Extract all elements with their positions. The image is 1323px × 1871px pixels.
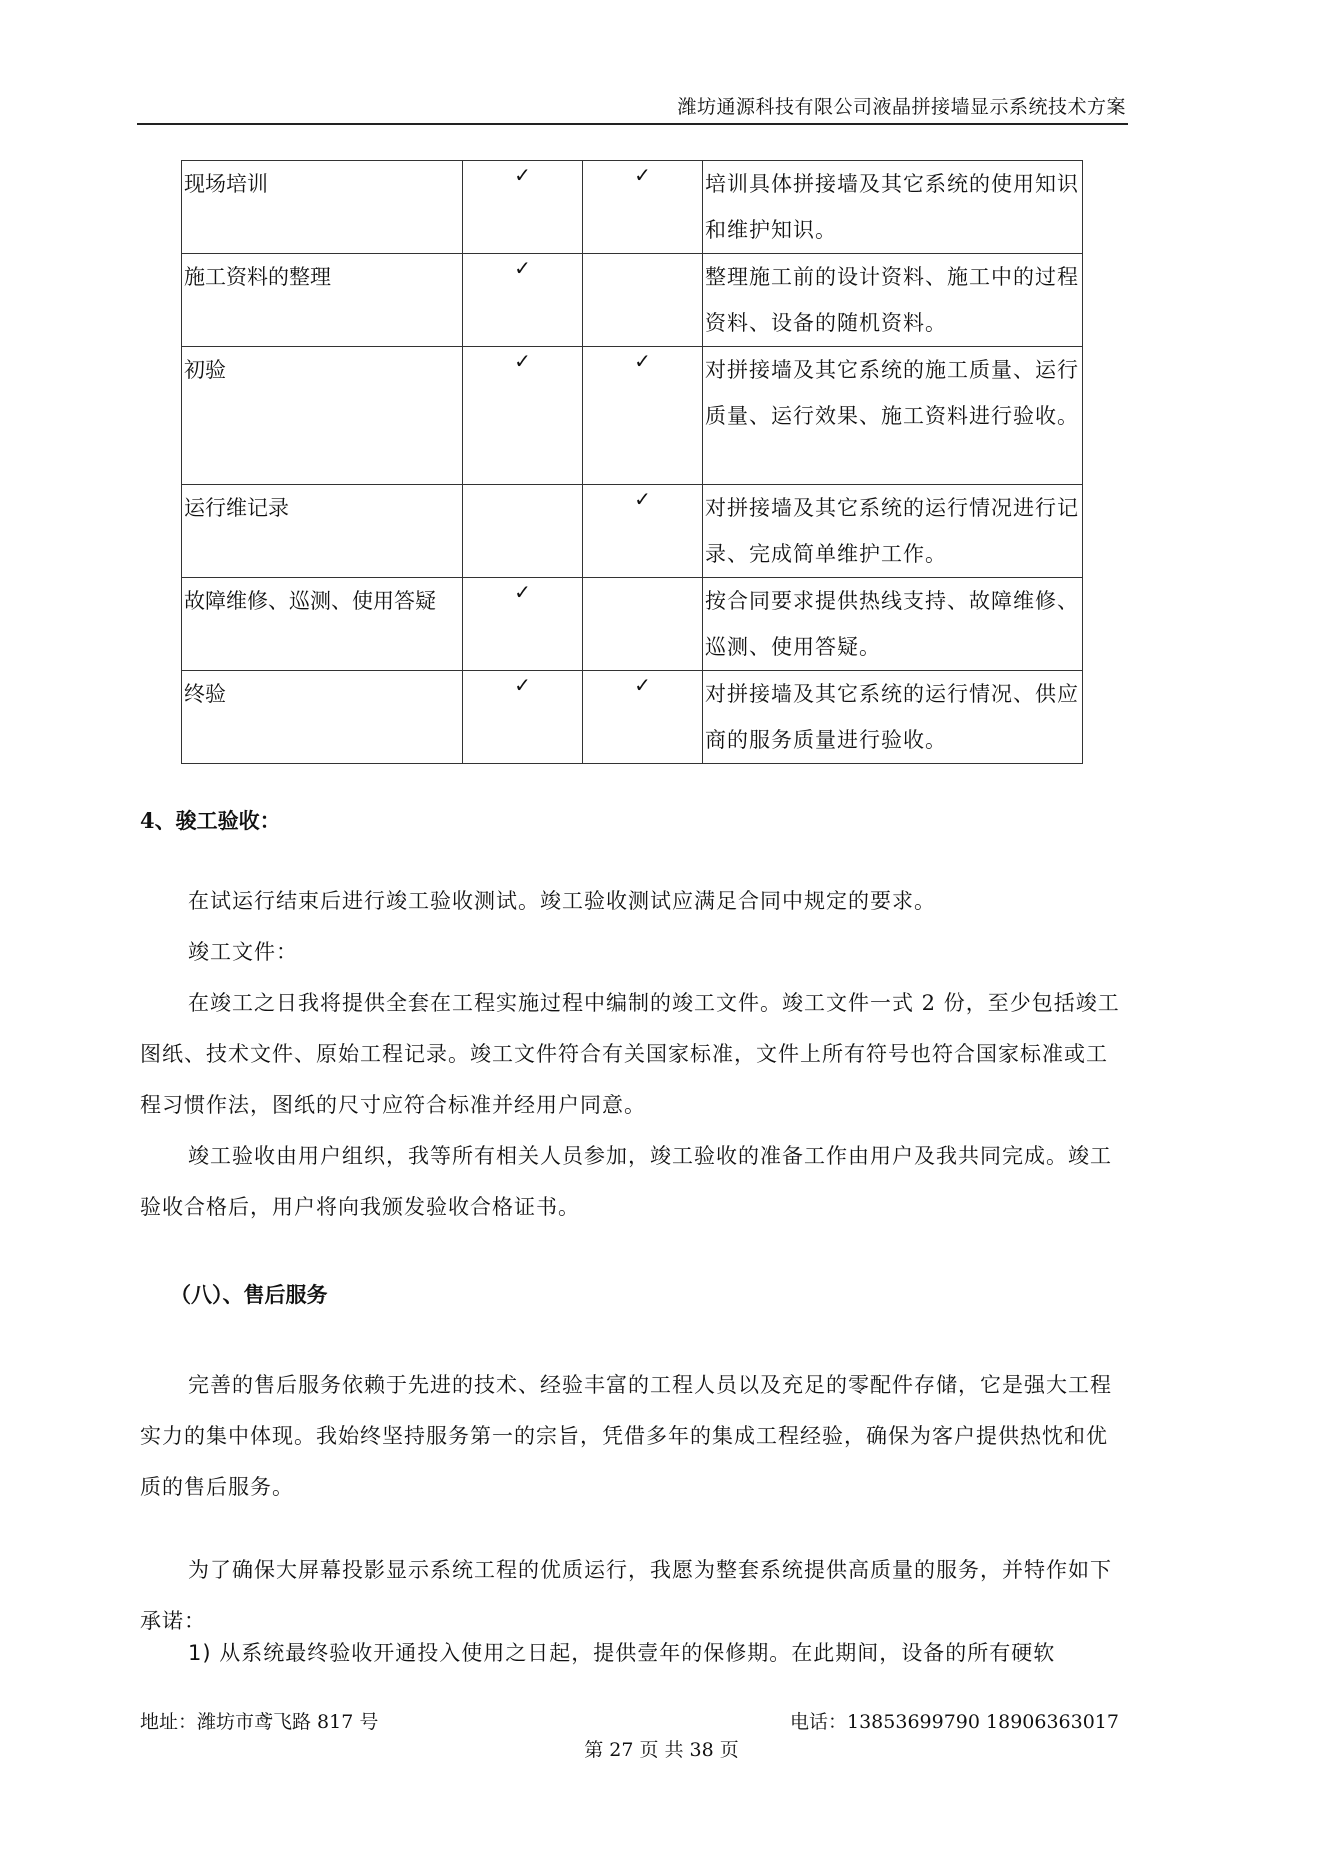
table-row (182, 485, 1083, 578)
section-4-heading: 4、骏工验收： (140, 808, 281, 833)
description-cell: 对拼接墙及其它系统的施工质量、运行质量、运行效果、施工资料进行验收。 (703, 347, 1083, 485)
section-8-paragraph-1: 完善的售后服务依赖于先进的技术、经验丰富的工程人员以及充足的零配件存储，它是强大工程实力的集中体现。我始终坚持服务第一的宗旨，凭借多年的集成工程经验，确保为客户提供热忱和优质的售后服务。 (140, 1373, 1112, 1499)
check-cell: ✓ (583, 161, 703, 254)
task-cell: 现场培训 (182, 161, 463, 254)
header-title: 潍坊通源科技有限公司液晶拼接墙显示系统技术方案 (677, 96, 1126, 118)
task-cell: 故障维修、巡测、使用答疑 (182, 578, 463, 671)
description-cell: 整理施工前的设计资料、施工中的过程资料、设备的随机资料。 (703, 254, 1083, 347)
section-4-paragraph-3: 在竣工之日我将提供全套在工程实施过程中编制的竣工文件。竣工文件一式 2 份，至少包括竣工图纸、技术文件、原始工程记录。竣工文件符合有关国家标准，文件上所有符号也符合国家标准或工程习惯作法，图纸的尺寸应符合标准并经用户同意。 (140, 991, 1120, 1117)
footer-address: 地址：潍坊市鸢飞路 817 号 (140, 1711, 379, 1733)
section-8-paragraph-3: 1) 从系统最终验收开通投入使用之日起，提供壹年的保修期。在此期间，设备的所有硬软 (188, 1641, 1056, 1665)
check-cell: ✓ (463, 671, 583, 764)
description-cell: 对拼接墙及其它系统的运行情况、供应商的服务质量进行验收。 (703, 671, 1083, 764)
table-row (182, 254, 1083, 347)
header-divider (137, 123, 1128, 125)
check-cell: ✓ (463, 161, 583, 254)
check-cell (463, 485, 583, 578)
service-plan-table (181, 160, 1083, 764)
section-8-heading: （八）、售后服务 (170, 1282, 328, 1307)
check-cell: ✓ (463, 347, 583, 485)
section-4-paragraph-4: 竣工验收由用户组织，我等所有相关人员参加，竣工验收的准备工作由用户及我共同完成。竣工验收合格后，用户将向我颁发验收合格证书。 (140, 1144, 1112, 1219)
section-4-paragraph-1: 在试运行结束后进行竣工验收测试。竣工验收测试应满足合同中规定的要求。 (188, 889, 936, 913)
table-row (182, 347, 1083, 485)
table-row (182, 161, 1083, 254)
section-8-paragraph-2: 为了确保大屏幕投影显示系统工程的优质运行，我愿为整套系统提供高质量的服务，并特作如下承诺： (140, 1558, 1112, 1633)
description-cell: 培训具体拼接墙及其它系统的使用知识和维护知识。 (703, 161, 1083, 254)
task-cell: 初验 (182, 347, 463, 485)
description-cell: 按合同要求提供热线支持、故障维修、巡测、使用答疑。 (703, 578, 1083, 671)
task-cell: 终验 (182, 671, 463, 764)
section-4-paragraph-2: 竣工文件： (188, 940, 298, 964)
table-row (182, 578, 1083, 671)
check-cell: ✓ (583, 485, 703, 578)
check-cell (583, 578, 703, 671)
description-cell: 对拼接墙及其它系统的运行情况进行记录、完成简单维护工作。 (703, 485, 1083, 578)
check-cell: ✓ (463, 254, 583, 347)
task-cell: 运行维记录 (182, 485, 463, 578)
table-row (182, 671, 1083, 764)
check-cell (583, 254, 703, 347)
footer-phone: 电话：13853699790 18906363017 (790, 1711, 1119, 1733)
footer-page-number: 第 27 页 共 38 页 (584, 1739, 739, 1761)
check-cell: ✓ (463, 578, 583, 671)
task-cell: 施工资料的整理 (182, 254, 463, 347)
check-cell: ✓ (583, 347, 703, 485)
check-cell: ✓ (583, 671, 703, 764)
